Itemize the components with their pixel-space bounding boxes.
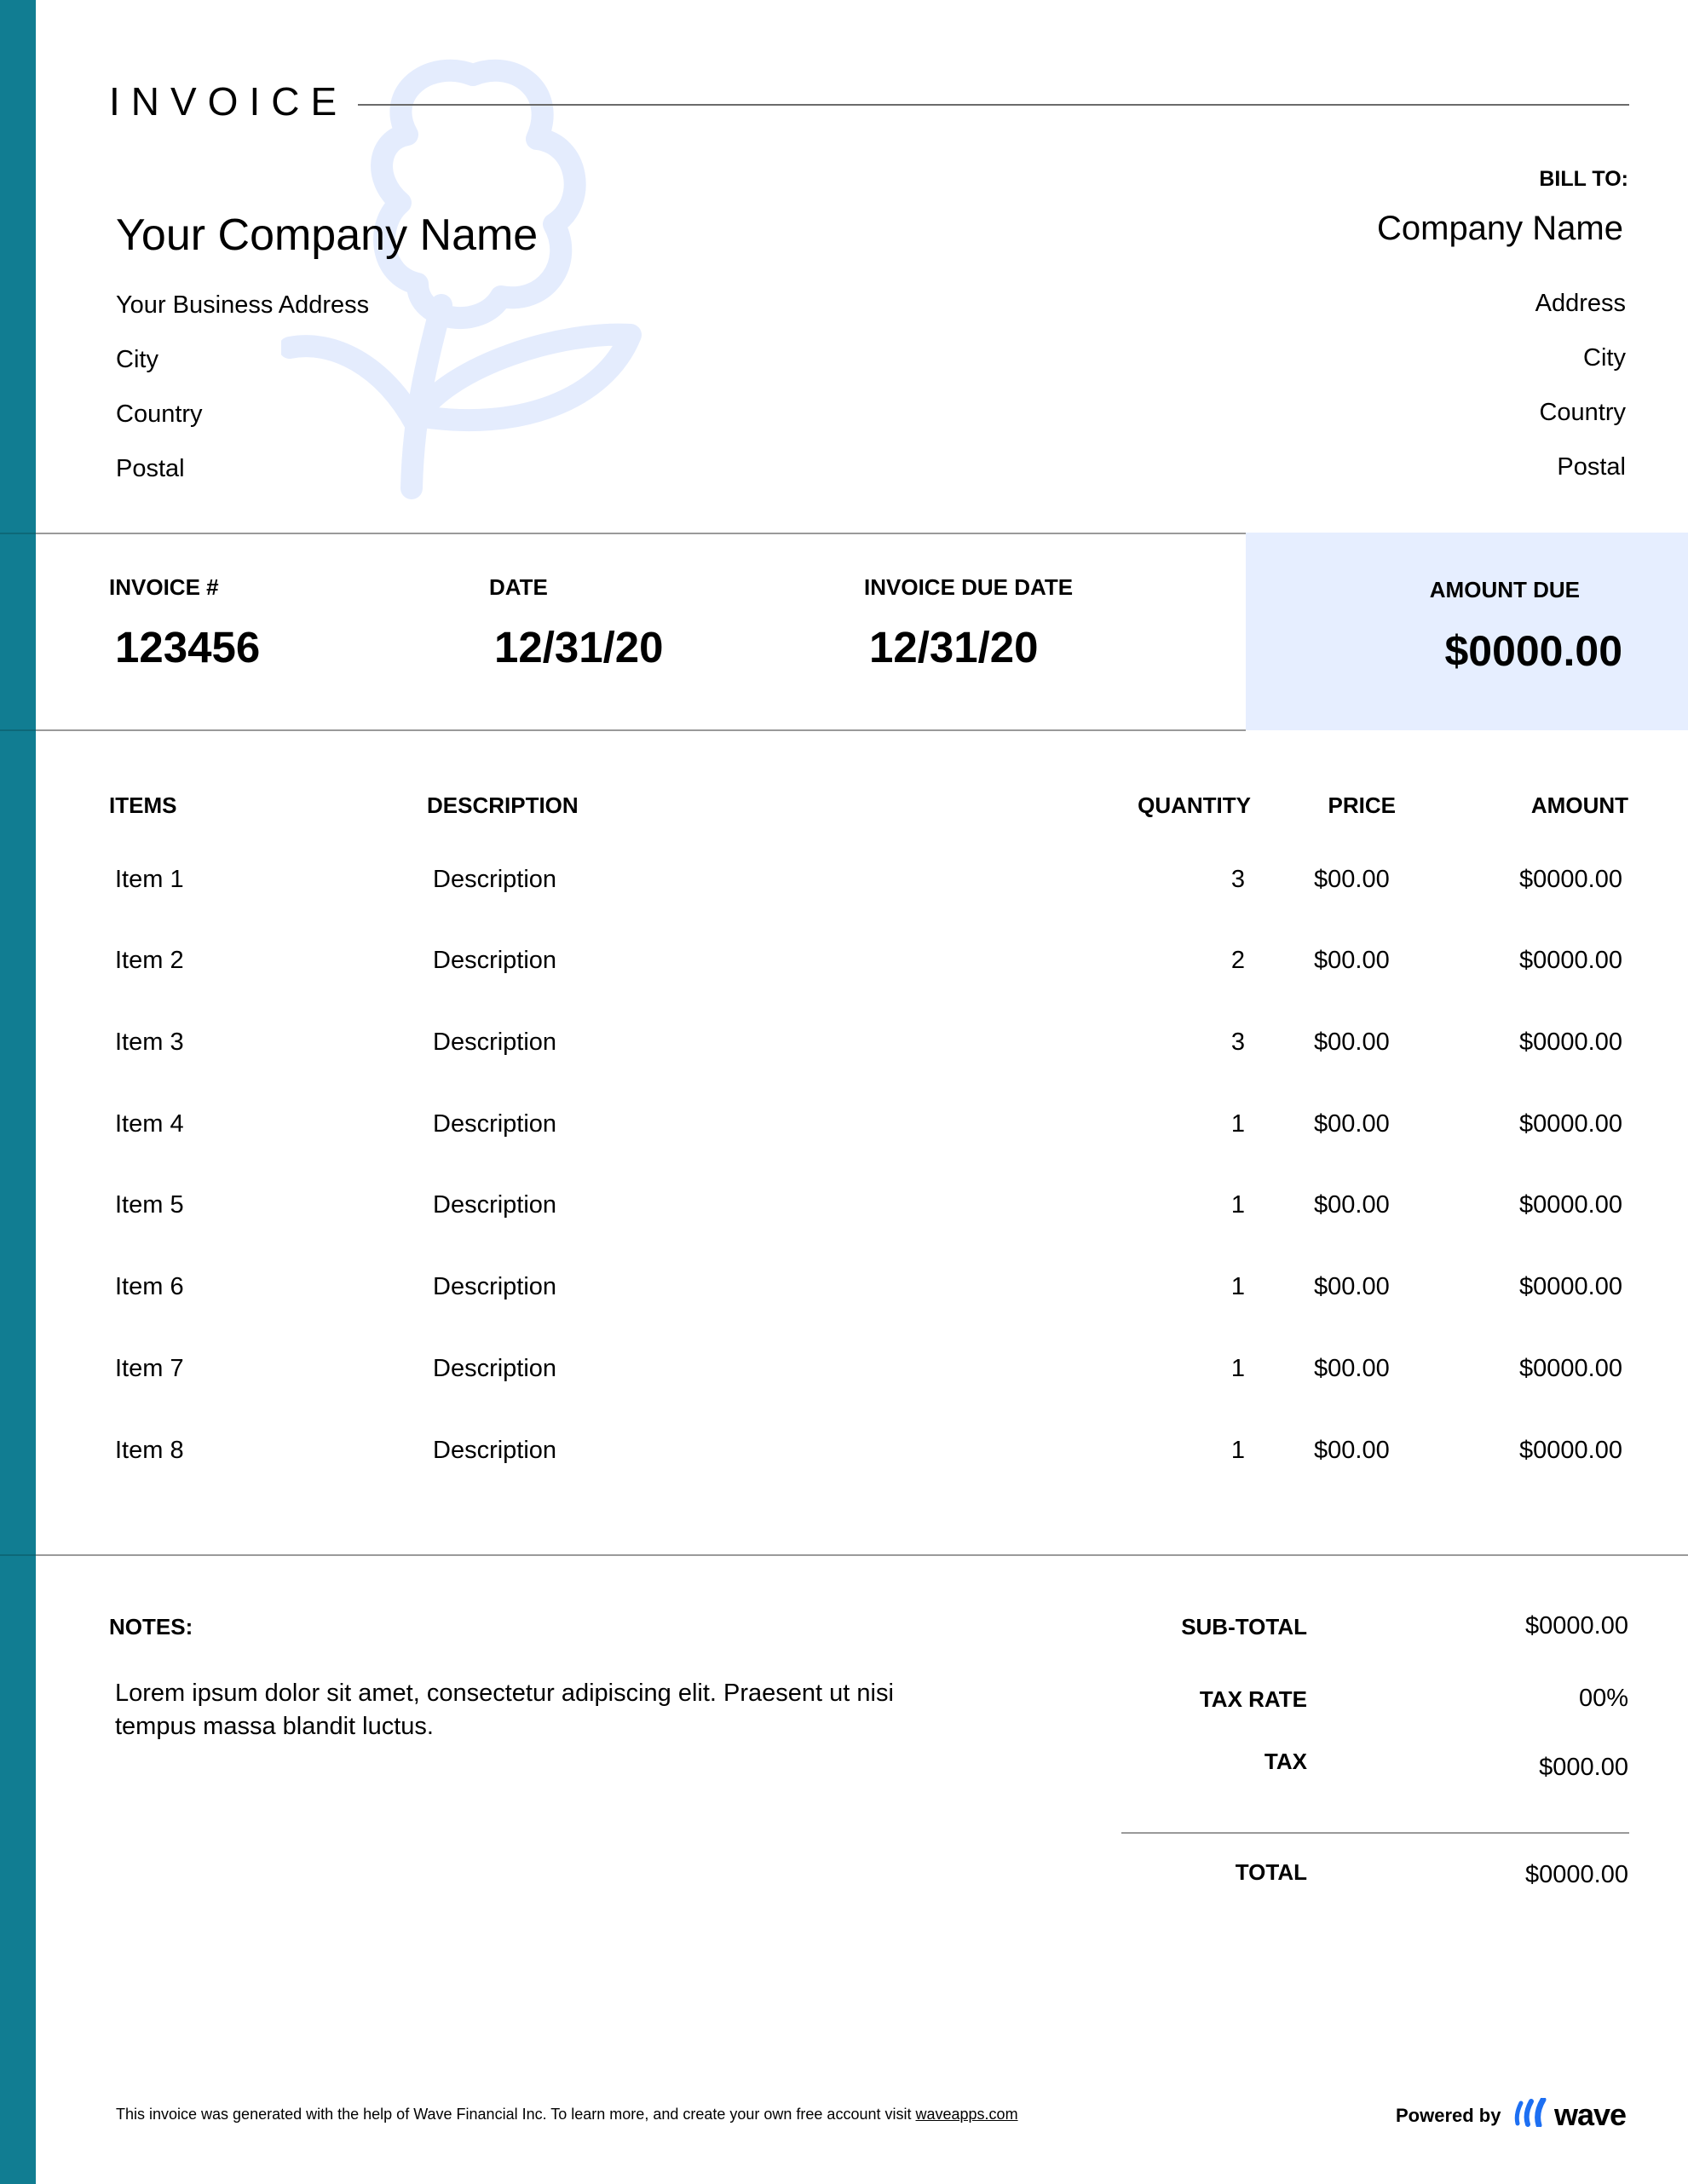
tax-rate-value: 00% <box>1578 1685 1628 1712</box>
row-quantity: 1 <box>1230 1437 1245 1464</box>
price-header: PRICE <box>1328 792 1396 818</box>
sender-postal: Postal <box>116 455 185 482</box>
invoice-number-label: INVOICE # <box>109 574 219 600</box>
amount-due-value: $0000.00 <box>1444 627 1622 675</box>
notes-text: Lorem ipsum dolor sit amet, consectetur adipiscing elit. Praesent ut nisi tempus massa blandit luctus. <box>115 1680 894 1740</box>
due-date-label: INVOICE DUE DATE <box>864 574 1074 600</box>
footer-note <box>116 2106 1018 2123</box>
subtotal-value: $0000.00 <box>1525 1612 1628 1639</box>
row-price: $00.00 <box>1314 1437 1390 1464</box>
row-description: Description <box>433 1191 557 1219</box>
sender-country: Country <box>116 400 203 428</box>
row-quantity: 2 <box>1230 947 1245 974</box>
waveapps-link[interactable]: waveapps.com <box>915 2106 1018 2123</box>
client-address: Address <box>1535 290 1626 317</box>
side-accent-bar <box>0 0 36 2184</box>
row-price: $00.00 <box>1314 947 1390 974</box>
row-amount: $0000.00 <box>1519 1191 1622 1219</box>
row-amount: $0000.00 <box>1519 947 1622 974</box>
row-description: Description <box>433 1273 557 1300</box>
row-amount: $0000.00 <box>1519 1273 1622 1300</box>
wave-logo-icon <box>1512 2098 1552 2127</box>
amount-due-label: AMOUNT DUE <box>1429 577 1580 602</box>
divider-tick <box>0 1554 36 1556</box>
flower-icon <box>281 58 665 501</box>
row-price: $00.00 <box>1314 1029 1390 1056</box>
row-quantity: 1 <box>1230 1110 1245 1138</box>
client-country: Country <box>1539 399 1626 426</box>
row-quantity: 3 <box>1230 1029 1245 1056</box>
row-item: Item 6 <box>115 1273 184 1300</box>
row-description: Description <box>433 1110 557 1138</box>
row-description: Description <box>433 1437 557 1464</box>
wave-brand-name: wave <box>1554 2097 1627 2132</box>
row-item: Item 1 <box>115 866 184 893</box>
notes-label: NOTES: <box>109 1614 193 1639</box>
row-item: Item 2 <box>115 947 184 974</box>
table-row <box>0 1029 1688 1080</box>
table-row <box>0 947 1688 998</box>
invoice-date: 12/31/20 <box>494 623 664 671</box>
client-company-name: Company Name <box>1376 210 1623 247</box>
table-row <box>0 866 1688 917</box>
row-item: Item 4 <box>115 1110 184 1138</box>
tax-label: TAX <box>1264 1749 1307 1774</box>
row-price: $00.00 <box>1314 1191 1390 1219</box>
title-divider <box>358 104 1629 106</box>
row-item: Item 3 <box>115 1029 184 1056</box>
row-item: Item 7 <box>115 1355 184 1382</box>
sender-city: City <box>116 346 158 373</box>
row-description: Description <box>433 947 557 974</box>
client-postal: Postal <box>1557 453 1626 481</box>
table-row <box>0 1355 1688 1406</box>
invoice-title: INVOICE <box>109 79 349 124</box>
divider-meta <box>36 729 1246 731</box>
tax-value: $000.00 <box>1539 1754 1628 1781</box>
items-header: ITEMS <box>109 792 177 818</box>
row-amount: $0000.00 <box>1519 1355 1622 1382</box>
quantity-header: QUANTITY <box>1138 792 1251 818</box>
date-label: DATE <box>489 574 548 600</box>
row-description: Description <box>433 866 557 893</box>
total-divider <box>1121 1832 1629 1834</box>
table-row <box>0 1437 1688 1488</box>
row-quantity: 1 <box>1230 1191 1245 1219</box>
row-amount: $0000.00 <box>1519 1029 1622 1056</box>
row-description: Description <box>433 1029 557 1056</box>
client-city: City <box>1583 344 1626 372</box>
row-quantity: 3 <box>1230 866 1245 893</box>
invoice-number: 123456 <box>115 623 261 671</box>
table-row <box>0 1110 1688 1161</box>
row-amount: $0000.00 <box>1519 1110 1622 1138</box>
row-price: $00.00 <box>1314 1273 1390 1300</box>
row-item: Item 8 <box>115 1437 184 1464</box>
table-row <box>0 1273 1688 1324</box>
row-price: $00.00 <box>1314 866 1390 893</box>
row-price: $00.00 <box>1314 1110 1390 1138</box>
row-description: Description <box>433 1355 557 1382</box>
row-quantity: 1 <box>1230 1273 1245 1300</box>
sender-address: Your Business Address <box>116 291 370 319</box>
divider-bottom <box>36 1554 1688 1556</box>
table-row <box>0 1191 1688 1242</box>
total-value: $0000.00 <box>1525 1861 1628 1888</box>
footer-text: This invoice was generated with the help of Wave Financial Inc. To learn more, and create your own free account visit <box>116 2106 912 2123</box>
divider-top <box>36 533 1246 534</box>
tax-rate-label: TAX RATE <box>1199 1686 1307 1712</box>
total-label: TOTAL <box>1235 1859 1307 1885</box>
sender-company-name: Your Company Name <box>116 210 539 260</box>
description-header: DESCRIPTION <box>427 792 579 818</box>
invoice-due-date: 12/31/20 <box>869 623 1039 671</box>
divider-tick <box>0 533 36 534</box>
row-price: $00.00 <box>1314 1355 1390 1382</box>
divider-tick <box>0 729 36 731</box>
row-amount: $0000.00 <box>1519 1437 1622 1464</box>
subtotal-label: SUB-TOTAL <box>1181 1614 1307 1639</box>
row-item: Item 5 <box>115 1191 184 1219</box>
bill-to-label: BILL TO: <box>1539 167 1628 191</box>
powered-by-label: Powered by <box>1396 2105 1501 2126</box>
amount-header: AMOUNT <box>1530 792 1628 818</box>
row-amount: $0000.00 <box>1519 866 1622 893</box>
row-quantity: 1 <box>1230 1355 1245 1382</box>
